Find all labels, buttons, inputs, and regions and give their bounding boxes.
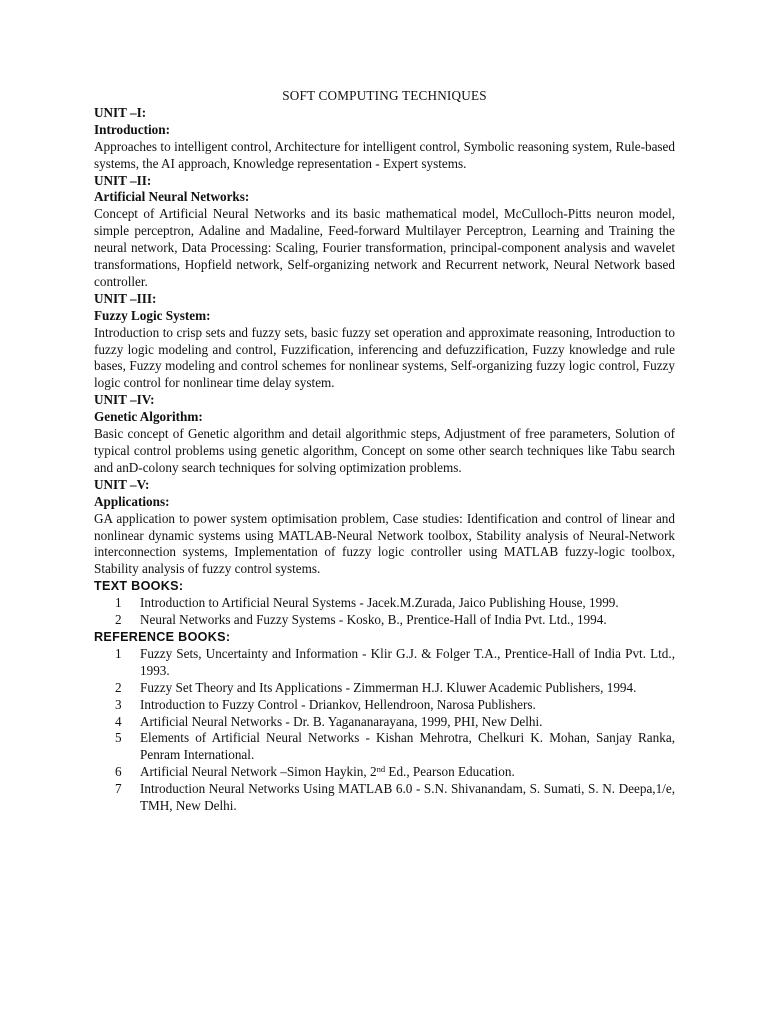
list-item-text: Introduction to Fuzzy Control - Driankov, Hellendroon, Narosa Publishers. [140, 696, 536, 712]
list-item-number: 1 [115, 645, 122, 661]
list-item-number: 2 [115, 612, 122, 628]
unit-section [94, 173, 675, 291]
unit-text: Concept of Artificial Neural Networks and its basic mathematical model, McCulloch-Pitts neuron model, simple perceptron, Adaline and Madaline, Feed-forward Multilayer Perceptron, Learning and Training the neural network, Data Processing: Scaling, Fourier transformation, principal-component analysis and wavelet transformations, Hopfield network, Self-organizing network and Recurrent network, Neural Network based controller. [94, 206, 675, 289]
list-item-number: 2 [115, 679, 122, 695]
unit-text: Basic concept of Genetic algorithm and detail algorithmic steps, Adjustment of free parameters, Solution of typical control problems using genetic algorithm, Concept on some other search techniques like Tabu search and anD-colony search techniques for solving optimization problems. [94, 426, 675, 475]
unit-section [94, 105, 675, 173]
unit-label: UNIT –III: [94, 290, 157, 306]
list-item-text: Elements of Artificial Neural Networks - Kishan Mehrotra, Chelkuri K. Mohan, Sanjay Ranka, Penram International. [140, 730, 675, 763]
unit-section [94, 477, 675, 578]
document-title: SOFT COMPUTING TECHNIQUES [282, 88, 487, 103]
unit-section [94, 291, 675, 392]
list-item [94, 612, 675, 629]
text-books-heading: TEXT BOOKS: [94, 579, 184, 594]
list-item-text: Artificial Neural Networks - Dr. B. Yagananarayana, 1999, PHI, New Delhi. [140, 713, 543, 729]
unit-heading: Genetic Algorithm: [94, 409, 203, 425]
list-item-number: 4 [115, 713, 122, 729]
unit-heading: Fuzzy Logic System: [94, 307, 211, 323]
unit-section [94, 392, 675, 477]
list-item [94, 730, 675, 764]
unit-heading: Artificial Neural Networks: [94, 189, 250, 205]
list-item [94, 697, 675, 714]
list-item-text: Neural Networks and Fuzzy Systems - Kosko, B., Prentice-Hall of India Pvt. Ltd., 1994. [140, 612, 607, 628]
list-item-text: Fuzzy Sets, Uncertainty and Information - Klir G.J. & Folger T.A., Prentice-Hall of India Pvt. Ltd., 1993. [140, 645, 675, 678]
list-item-number: 6 [115, 764, 122, 780]
unit-label: UNIT –II: [94, 172, 152, 188]
list-item-text: Fuzzy Set Theory and Its Applications - Zimmerman H.J. Kluwer Academic Publishers, 1994. [140, 679, 637, 695]
reference-books-list [94, 646, 675, 815]
unit-text: Introduction to crisp sets and fuzzy sets, basic fuzzy set operation and approximate reasoning, Introduction to fuzzy logic modeling and control, Fuzzification, inferencing and defuzzification, Fuzzy knowledge and rule bases, Fuzzy modeling and control schemes for nonlinear systems, Self-organizing fuzzy logic control, Fuzzy logic control for nonlinear time delay system. [94, 324, 675, 391]
unit-label: UNIT –IV: [94, 392, 155, 408]
document-page [94, 88, 675, 815]
list-item-text-part: Artificial Neural Network –Simon Haykin, 2 [140, 764, 377, 780]
list-item [94, 646, 675, 680]
list-item [94, 714, 675, 731]
list-item-text-part: Ed., Pearson Education. [385, 764, 515, 780]
list-item-text: Introduction to Artificial Neural Systems - Jacek.M.Zurada, Jaico Publishing House, 1999. [140, 595, 619, 611]
list-item-text: Introduction Neural Networks Using MATLAB 6.0 - S.N. Shivanandam, S. Sumati, S. N. Deepa,1/e, TMH, New Delhi. [140, 781, 675, 814]
unit-text: Approaches to intelligent control, Architecture for intelligent control, Symbolic reasoning system, Rule-based systems, the AI approach, Knowledge representation - Expert systems. [94, 138, 675, 171]
list-item [94, 680, 675, 697]
list-item [94, 764, 675, 781]
ordinal-superscript: nd [376, 764, 386, 775]
unit-label: UNIT –V: [94, 476, 150, 492]
unit-heading: Introduction: [94, 121, 170, 137]
unit-heading: Applications: [94, 493, 170, 509]
list-item [94, 781, 675, 815]
list-item-number: 7 [115, 781, 122, 797]
list-item-text [140, 764, 675, 781]
list-item-number: 1 [115, 595, 122, 611]
list-item-number: 3 [115, 696, 122, 712]
list-item-number: 5 [115, 730, 122, 746]
text-books-list [94, 595, 675, 629]
list-item [94, 595, 675, 612]
reference-books-heading: REFERENCE BOOKS: [94, 629, 231, 644]
unit-text: GA application to power system optimisation problem, Case studies: Identification and control of linear and nonlinear dynamic systems using MATLAB-Neural Network toolbox, Stability analysis of Neural-Network interconnection systems, Implementation of fuzzy logic controller using MATLAB fuzzy-logic toolbox, Stability analysis of fuzzy control systems. [94, 510, 675, 577]
unit-label: UNIT –I: [94, 104, 147, 120]
